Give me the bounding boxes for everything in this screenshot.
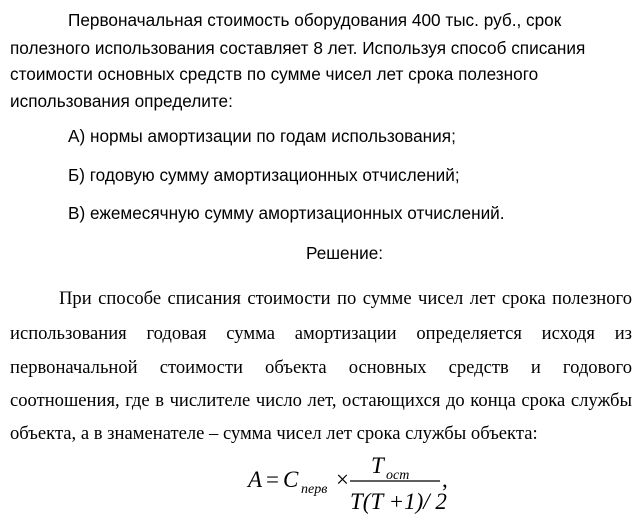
problem-line-4: использования определите: — [10, 91, 233, 111]
solution-line-3: первоначальной стоимости объекта основных средств и годового — [10, 357, 632, 378]
solution-heading: Решение: — [306, 243, 384, 263]
task-a: А) нормы амортизации по годам использования; — [68, 126, 456, 146]
formula-trailing: , — [442, 467, 448, 492]
problem-line-3: стоимости основных средств по сумме чисел лет срока полезного — [10, 64, 539, 84]
task-b: Б) годовую сумму амортизационных отчислений; — [68, 165, 460, 185]
formula-times: × — [336, 467, 349, 492]
depreciation-formula — [246, 452, 456, 516]
formula-c-symbol: C — [283, 467, 299, 492]
solution-line-5: объекта, а в знаменателе – сумма чисел лет срока службы объекта: — [10, 423, 538, 444]
solution-line-1: При способе списания стоимости по сумме чисел лет срока полезного — [59, 288, 632, 309]
formula-equals: = — [266, 467, 279, 492]
problem-line-2: полезного использования составляет 8 лет. Используя способ списания — [10, 38, 586, 58]
formula-numerator: T — [371, 453, 384, 478]
solution-line-2: использования годовая сумма амортизации определяется исходя из — [10, 323, 632, 344]
task-c: В) ежемесячную сумму амортизационных отчислений. — [68, 203, 505, 223]
formula-numerator-subscript: ост — [386, 468, 410, 483]
formula-lhs: A — [248, 467, 263, 492]
formula-c-subscript: перв — [301, 482, 328, 497]
solution-line-4: соотношения, где в числителе число лет, остающихся до конца срока службы — [10, 390, 632, 411]
problem-line-1: Первоначальная стоимость оборудования 400 тыс. руб., срок — [68, 10, 562, 30]
formula-denominator: T(T +1)/ 2 — [350, 489, 447, 514]
